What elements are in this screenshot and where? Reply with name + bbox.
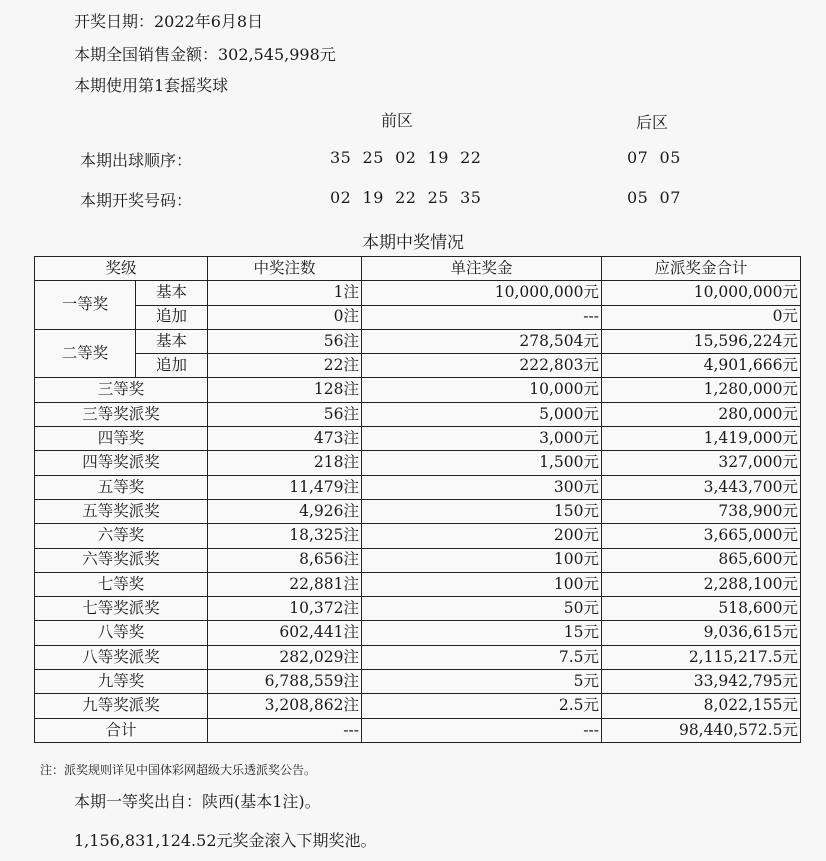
- tier-sub: 基本: [136, 281, 208, 305]
- sales-amount: 本期全国销售金额：302,545,998元: [74, 45, 336, 64]
- win-count: 22注: [208, 354, 362, 378]
- tier-name: 九等奖派奖: [35, 694, 208, 718]
- footnote: 注：派奖规则详见中国体彩网超级大乐透派奖公告。: [40, 763, 317, 777]
- total-prize: 98,440,572.5元: [602, 718, 801, 742]
- table-row: [35, 548, 801, 572]
- total-prize: 738,900元: [602, 499, 801, 523]
- tier-name: 七等奖派奖: [35, 597, 208, 621]
- per-prize: 15元: [362, 621, 602, 645]
- table-row: [35, 305, 801, 329]
- tier-name: 合计: [35, 718, 208, 742]
- per-prize: 50元: [362, 597, 602, 621]
- back-zone-label: 后区: [636, 113, 669, 132]
- draw-order-front: 35 25 02 19 22: [330, 148, 482, 167]
- total-prize: 1,280,000元: [602, 378, 801, 402]
- tier-sub: 追加: [136, 305, 208, 329]
- table-row: [35, 718, 801, 742]
- win-count: 602,441注: [208, 621, 362, 645]
- header-count: 中奖注数: [208, 257, 362, 281]
- table-row: [35, 597, 801, 621]
- table-row: [35, 524, 801, 548]
- per-prize: 5,000元: [362, 402, 602, 426]
- win-count: 6,788,559注: [208, 670, 362, 694]
- table-row: [35, 427, 801, 451]
- table-row: [35, 621, 801, 645]
- per-prize: 10,000,000元: [362, 281, 602, 305]
- total-prize: 8,022,155元: [602, 694, 801, 718]
- header-total: 应派奖金合计: [602, 257, 801, 281]
- tier-name: 三等奖: [35, 378, 208, 402]
- table-row: [35, 354, 801, 378]
- per-prize: 3,000元: [362, 427, 602, 451]
- per-prize: 100元: [362, 548, 602, 572]
- prize-table: [34, 256, 801, 743]
- per-prize: 200元: [362, 524, 602, 548]
- tier-name: 三等奖派奖: [35, 402, 208, 426]
- front-zone-label: 前区: [381, 111, 414, 130]
- total-prize: 10,000,000元: [602, 281, 801, 305]
- total-prize: 1,419,000元: [602, 427, 801, 451]
- total-prize: 280,000元: [602, 402, 801, 426]
- per-prize: ---: [362, 305, 602, 329]
- tier-name: 二等奖: [35, 329, 136, 378]
- win-count: 11,479注: [208, 475, 362, 499]
- tier-name: 六等奖: [35, 524, 208, 548]
- total-prize: 15,596,224元: [602, 329, 801, 353]
- table-row: [35, 499, 801, 523]
- winning-numbers-front: 02 19 22 25 35: [330, 188, 482, 207]
- per-prize: 150元: [362, 499, 602, 523]
- total-prize: 327,000元: [602, 451, 801, 475]
- win-count: 128注: [208, 378, 362, 402]
- win-count: 1注: [208, 281, 362, 305]
- win-count: 56注: [208, 329, 362, 353]
- draw-order-label: 本期出球顺序：: [80, 151, 193, 170]
- total-prize: 33,942,795元: [602, 670, 801, 694]
- header-per-prize: 单注奖金: [362, 257, 602, 281]
- win-count: 22,881注: [208, 572, 362, 596]
- win-count: 56注: [208, 402, 362, 426]
- win-count: 8,656注: [208, 548, 362, 572]
- header-tier: 奖级: [35, 257, 208, 281]
- table-header-row: [35, 257, 801, 281]
- table-row: [35, 572, 801, 596]
- per-prize: 10,000元: [362, 378, 602, 402]
- tier-name: 七等奖: [35, 572, 208, 596]
- total-prize: 2,115,217.5元: [602, 645, 801, 669]
- total-prize: 518,600元: [602, 597, 801, 621]
- per-prize: 278,504元: [362, 329, 602, 353]
- tier-sub: 基本: [136, 329, 208, 353]
- first-prize-origin: 本期一等奖出自：陕西(基本1注)。: [74, 792, 321, 811]
- draw-date: 开奖日期：2022年6月8日: [74, 12, 264, 31]
- tier-name: 一等奖: [35, 281, 136, 330]
- per-prize: ---: [362, 718, 602, 742]
- table-row: [35, 670, 801, 694]
- tier-name: 五等奖派奖: [35, 499, 208, 523]
- table-row: [35, 281, 801, 305]
- win-count: 10,372注: [208, 597, 362, 621]
- win-count: 218注: [208, 451, 362, 475]
- winning-numbers-label: 本期开奖号码：: [80, 191, 193, 210]
- win-count: 18,325注: [208, 524, 362, 548]
- total-prize: 2,288,100元: [602, 572, 801, 596]
- table-row: [35, 402, 801, 426]
- jackpot-rollover: 1,156,831,124.52元奖金滚入下期奖池。: [74, 831, 377, 850]
- winning-numbers-back: 05 07: [627, 188, 681, 207]
- total-prize: 865,600元: [602, 548, 801, 572]
- tier-sub: 追加: [136, 354, 208, 378]
- table-row: [35, 378, 801, 402]
- total-prize: 4,901,666元: [602, 354, 801, 378]
- win-count: 3,208,862注: [208, 694, 362, 718]
- table-row: [35, 694, 801, 718]
- per-prize: 222,803元: [362, 354, 602, 378]
- per-prize: 1,500元: [362, 451, 602, 475]
- tier-name: 四等奖: [35, 427, 208, 451]
- win-count: 473注: [208, 427, 362, 451]
- total-prize: 3,665,000元: [602, 524, 801, 548]
- tier-name: 五等奖: [35, 475, 208, 499]
- prize-rows: [35, 378, 801, 742]
- tier-name: 九等奖: [35, 670, 208, 694]
- win-count: ---: [208, 718, 362, 742]
- win-count: 0注: [208, 305, 362, 329]
- ball-set: 本期使用第1套摇奖球: [74, 76, 229, 95]
- tier-name: 八等奖: [35, 621, 208, 645]
- total-prize: 3,443,700元: [602, 475, 801, 499]
- tier-name: 八等奖派奖: [35, 645, 208, 669]
- tier-name: 四等奖派奖: [35, 451, 208, 475]
- table-row: [35, 329, 801, 353]
- table-row: [35, 645, 801, 669]
- table-row: [35, 475, 801, 499]
- total-prize: 9,036,615元: [602, 621, 801, 645]
- per-prize: 100元: [362, 572, 602, 596]
- tier-name: 六等奖派奖: [35, 548, 208, 572]
- table-row: [35, 451, 801, 475]
- per-prize: 300元: [362, 475, 602, 499]
- win-count: 282,029注: [208, 645, 362, 669]
- total-prize: 0元: [602, 305, 801, 329]
- per-prize: 5元: [362, 670, 602, 694]
- win-count: 4,926注: [208, 499, 362, 523]
- per-prize: 7.5元: [362, 645, 602, 669]
- table-caption: 本期中奖情况: [362, 233, 464, 253]
- per-prize: 2.5元: [362, 694, 602, 718]
- draw-order-back: 07 05: [627, 148, 681, 167]
